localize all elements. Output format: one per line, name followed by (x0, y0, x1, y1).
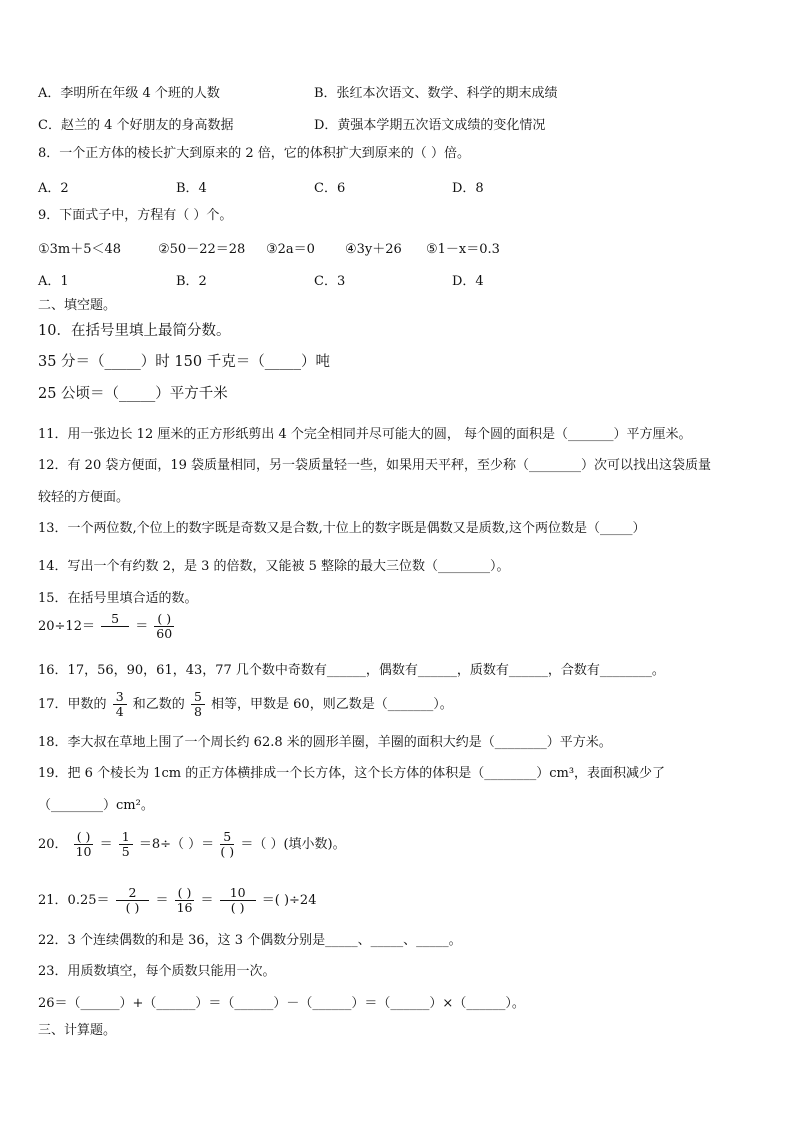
q9-option-c: C．3 (314, 274, 346, 289)
q9-item-1: ①3m＋5＜48 (38, 242, 122, 257)
q9-item-4: ④3y＋26 (345, 242, 402, 257)
section-2-heading: 二、填空题。 (38, 298, 117, 313)
q15-stem: 15．在括号里填合适的数。 (38, 591, 198, 606)
q10-line-1: 35 分＝（_____）时 150 千克＝（_____）吨 (38, 354, 330, 370)
q21-fraction-2: $\frac{( )}{16}$ (176, 885, 193, 915)
q17: 17．甲数的 $\frac{3}{4}$ 和乙数的 $\frac{5}{8}$ 相等，甲数是 60，则乙数是（_______）。 (38, 689, 453, 719)
q21-fraction-3: $\frac{10}{( )}$ (220, 886, 256, 915)
q9-item-2: ②50－22＝28 (158, 242, 246, 257)
q22: 22．3 个连续偶数的和是 36，这 3 个偶数分别是_____、_____、_____。 (38, 933, 462, 948)
q9-stem: 9．下面式子中，方程有（ ）个。 (38, 208, 233, 223)
section-3-heading: 三、计算题。 (38, 1023, 117, 1038)
q8-option-d: D．8 (452, 181, 484, 196)
q15-lead: 20÷12＝ (38, 619, 95, 634)
q8-option-c: C．6 (314, 181, 346, 196)
q15-fraction-2: $\frac{( )}{60}$ (156, 611, 173, 641)
q8-stem: 8．一个正方体的棱长扩大到原来的 2 倍，它的体积扩大到原来的（ ）倍。 (38, 146, 470, 161)
q10-stem: 10．在括号里填上最简分数。 (38, 323, 231, 339)
q15-fraction-1: 5 (101, 612, 129, 641)
q12-line-2: 较轻的方便面。 (38, 490, 130, 505)
q9-option-b: B．2 (176, 274, 207, 289)
q15-equation: 20÷12＝ 5 ＝ $\frac{( )}{60}$ (38, 611, 173, 641)
q12-line-1: 12．有 20 袋方便面，19 袋质量相同，另一袋质量轻一些，如果用天平秤，至少称（________）次可以找出这袋质量 (38, 458, 712, 473)
q21: 21．0.25＝ $\frac{2}{( )}$ ＝ $\frac{( )}{16}$ ＝ $\frac{10}{( )}$ ＝( )÷24 (38, 885, 317, 915)
q8-option-b: B．4 (176, 181, 207, 196)
q14: 14．写出一个有约数 2，是 3 的倍数，又能被 5 整除的最大三位数（________）。 (38, 559, 510, 574)
q7-option-c: C．赵兰的 4 个好朋友的身高数据 (38, 118, 234, 133)
q11: 11．用一张边长 12 厘米的正方形纸剪出 4 个完全相同并尽可能大的圆， 每个圆的面积是（_______）平方厘米。 (38, 427, 692, 442)
q21-fraction-1: $\frac{2}{( )}$ (116, 886, 150, 915)
q16: 16．17，56，90，61，43，77 几个数中奇数有______，偶数有______，质数有______，合数有________。 (38, 663, 665, 678)
q10-line-2: 25 公顷＝（_____）平方千米 (38, 386, 228, 402)
q20: 20． $\frac{( )}{10}$ ＝ $\frac{1}{5}$ ＝8÷（ ）＝ $\frac{5}{( )}$ ＝（ ）(填小数)。 (38, 829, 346, 859)
q13: 13．一个两位数,个位上的数字既是奇数又是合数,十位上的数字既是偶数又是质数,这个两位数是（_____） (38, 521, 646, 536)
q20-fraction-3: $\frac{5}{( )}$ (220, 829, 235, 859)
q8-option-a: A．2 (38, 181, 69, 196)
q7-option-d: D．黄强本学期五次语文成绩的变化情况 (314, 118, 546, 133)
q20-fraction-1: $\frac{( )}{10}$ (75, 829, 92, 859)
q19-line-2: （________）cm²。 (38, 798, 154, 813)
q7-option-b: B．张红本次语文、数学、科学的期末成绩 (314, 86, 558, 101)
q19-line-1: 19．把 6 个棱长为 1cm 的正方体横排成一个长方体，这个长方体的体积是（________）cm³，表面积减少了 (38, 766, 666, 781)
q9-item-5: ⑤1－x＝0.3 (426, 242, 500, 257)
q17-fraction-2: $\frac{5}{8}$ (191, 690, 205, 719)
q9-item-3: ③2a＝0 (266, 242, 315, 257)
q23-stem: 23．用质数填空，每个质数只能用一次。 (38, 964, 276, 979)
q20-fraction-2: $\frac{1}{5}$ (119, 830, 133, 859)
q18: 18．李大叔在草地上围了一个周长约 62.8 米的圆形羊圈，羊圈的面积大约是（________）平方米。 (38, 735, 612, 750)
q23-line: 26＝（______）+（______）＝（______）－（______）＝（______）×（______）。 (38, 996, 525, 1011)
q9-option-d: D．4 (452, 274, 484, 289)
q7-option-a: A．李明所在年级 4 个班的人数 (38, 86, 220, 101)
q9-option-a: A．1 (38, 274, 69, 289)
q17-fraction-1: $\frac{3}{4}$ (113, 690, 127, 719)
